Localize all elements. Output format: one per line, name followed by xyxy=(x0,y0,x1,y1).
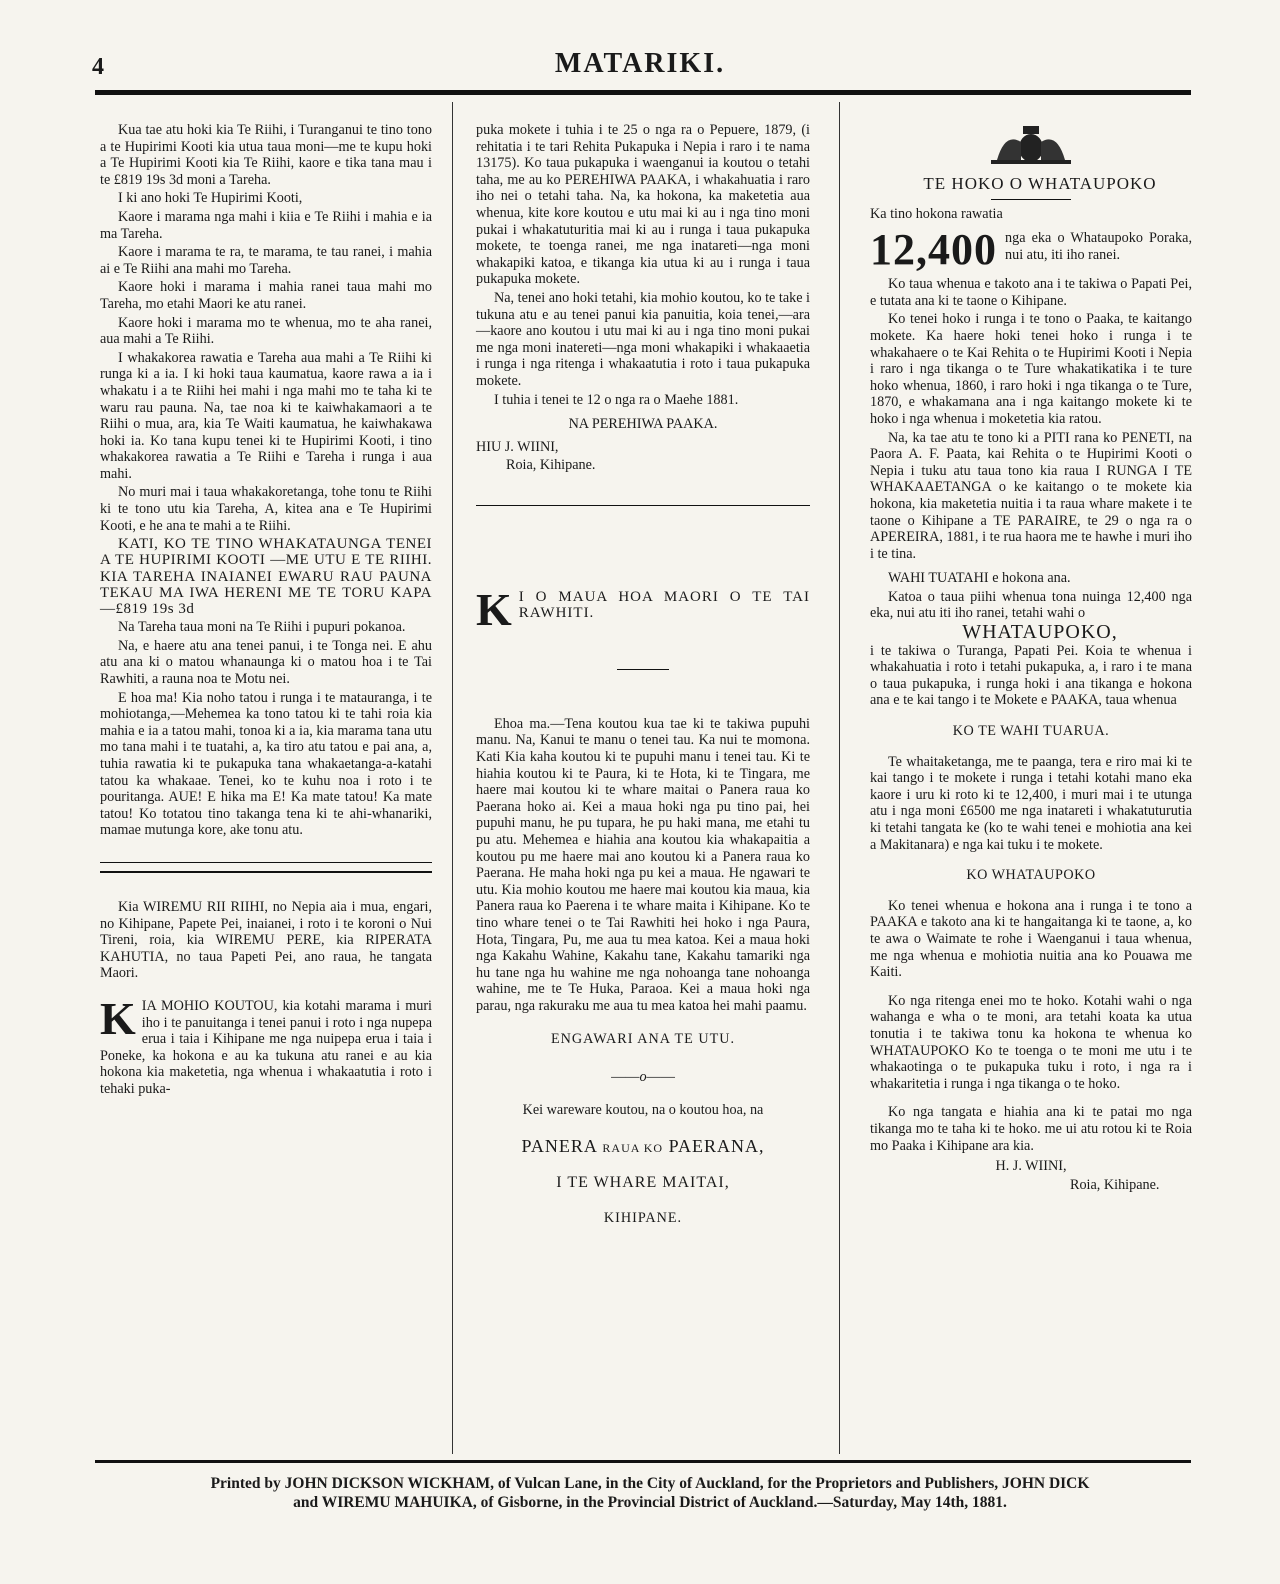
section-rule-heavy xyxy=(100,871,432,873)
imprint-line-1: Printed by JOHN DICKSON WICKHAM, of Vulcan Lane, in the City of Auckland, for the Proprietors and Publishers, JOHN DICK xyxy=(210,1475,1090,1492)
acreage-number: 12,400 xyxy=(870,225,997,275)
ad-price-line: ENGAWARI ANA TE UTU. xyxy=(550,1030,736,1047)
sale-signer-place: Roia, Kihipane. xyxy=(1070,1176,1160,1193)
imprint-line-2: and WIREMU MAHUIKA, of Gisborne, in the Provincial District of Auckland.—Saturday, May 14th, 1881. xyxy=(293,1494,1007,1511)
sale-para: i te takiwa o Turanga, Papati Pei. Koia te whenua i whakahuatia i roto i tetahi pukapuka, a, i raro i te mana o taua pukapuka, i runga hoki i ana tikanga e hokona ana e te kai tango i te Mokete e PAAKA, taua whenua xyxy=(870,642,1192,709)
ad-town: KIHIPANE. xyxy=(603,1209,683,1226)
notice-body xyxy=(100,992,432,1098)
notice-text: IA MOHIO KOUTOU, kia kotahi marama i muri iho i te panuitanga i tenei panui i roto i nga nupepa erua i taia i Kihipane me nga nuipepa erua i taia i Poneke, ka hokona e au ka tukuna atu ranei e au kia hokona kia maketetia, nga whenua i whakaatutia i roto i tehaki puka- xyxy=(100,997,432,1097)
title-rule xyxy=(991,199,1071,200)
notice-date: I tuhia i tenei te 12 o nga ra o Maehe 1881. xyxy=(494,391,739,408)
ad-rule xyxy=(617,669,669,670)
ad-title-text: I O MAUA HOA MAORI O TE TAI RAWHITI. xyxy=(518,588,810,622)
ad-divider: ——o—— xyxy=(611,1069,675,1086)
column-3 xyxy=(870,122,1192,1195)
top-rule xyxy=(95,90,1191,95)
sale-title: TE HOKO O WHATAUPOKO xyxy=(923,174,1157,193)
col1-para: I ki ano hoki Te Hupirimi Kooti, xyxy=(118,190,303,207)
sale-para: Ko tenei hoko i runga i te tono o Paaka, te kaitango mokete. Ka haere hoki tenei hoko i runga i te whakahaere o te Kai Rehita o te Hupirimi Kooti i Nepia i raro i nga tikanga o te Ture whakatikatika i te ture hoko whenua, 1860, i raro hoki i nga tikanga o te Ture, 1870, e whakamana ana i nga kaitango mokete ki te hoko i nga whenua i moketetia kia ratou. xyxy=(870,311,1192,427)
royal-crest-icon xyxy=(987,122,1075,166)
column-divider-1 xyxy=(452,102,453,1454)
court-decision: KATI, KO TE TINO WHAKATAUNGA TENEI A TE HUPIRIMI KOOTI —ME UTU E TE RIIHI. KIA TAREHA INAIANEI EWARU RAU PAUNA TEKAU MA IWA HERENI ME TE TORU KAPA—£819 19s 3d xyxy=(100,536,432,618)
acreage-text: nga eka o Whataupoko Poraka, nui atu, iti iho ranei. xyxy=(1005,230,1192,263)
ad-title xyxy=(476,583,810,635)
sale-para: Ko taua whenua e takoto ana i te takiwa o Papati Pei, e tutata ana ki te taone o Kihipane. xyxy=(870,276,1192,309)
acreage-line xyxy=(870,225,1192,275)
ad-premises: I TE WHARE MAITAI, xyxy=(556,1173,730,1191)
sale-terms: Ko nga ritenga enei mo te hoko. Kotahi wahi o nga wahanga e wha o te moni, ara tetahi koata ka utua tonutia i te takiwa tonu ka hokona te whenua ko WHATAUPOKO Ko te toenga o te moni me utu i te whakaotinga o te pukapuka tuku i roto, i nga ra i whakaritetia i runga i nga tikanga o te hoko. xyxy=(870,992,1192,1092)
col1-para: Kua tae atu hoki kia Te Riihi, i Turanganui te tino tono a te Hupirimi Kooti kia utua taua moni—me te kupu hoki a Te Hupirimi Kooti kia Te Riihi, kaore e tika tana mau i te £819 19s 3d moni a Tareha. xyxy=(100,122,432,188)
ad-closing: Kei wareware koutou, na o koutou hoa, na xyxy=(522,1101,764,1118)
sale-para: Katoa o taua piihi whenua tona nuinga 12,400 nga eka, nui atu iti iho ranei, tetahi wahi o xyxy=(870,588,1192,622)
mortgage-notice-para: Na, tenei ano hoki tetahi, kia mohio koutou, ko te take i tukuna atu e au tenei panui kia panuitia, koia tenei,—ara—kaore ano koutou i utu mai ki au i nga tino moni pukai me nga moni inatereti—nga moni whakapiki i whakaaetia i runga i nga ritenga i whakaatutia i roto i taua pukapuka mokete. xyxy=(476,289,810,389)
notice-signer: NA PEREHIWA PAAKA. xyxy=(568,416,718,433)
column-divider-2 xyxy=(839,102,840,1454)
col1-para: I whakakorea rawatia e Tareha aua mahi a Te Riihi ki runga ki a ia. I ki hoki taua kaumatua, kaore rawa a ia i whakatu i a te Riihi hei mahi i nga mahi mo te taha ki te waru rau pauna. Na, tae noa ki te kaiwhakamaori a te Riihi o mua, ara, kia Te Waiti kaumatua, he kaiwhakawa hoki ia. Ko tana kupu tenei ki te Hupirimi Kooti, i tino whakakorea rawatia a Te Riihi e Tareha i runga i aua mahi. xyxy=(100,349,432,482)
sale-inquiries: Ko nga tangata e hiahia ana ki te patai mo nga tikanga mo te taha ki te hoko. me ui atu rotou ki te Roia mo Paaka i Kihipane ara kia. xyxy=(870,1104,1192,1154)
ad-body: Ehoa ma.—Tena koutou kua tae ki te takiwa pupuhi manu. Na, Kanui te manu o tenei tau. Ka nui te momona. Kati Kia kaha koutou ki te pupuhi manu i tenei tau. Ki te hiahia koutou ki te Paura, ki te Hota, ki te Tingara, me haere mai koutou ki te whare maitai o Panera raua ko Paerana hoko ai. Kei a maua hoki nga pu tino pai, hei pupuhi manu, he pu tupara, he pu haki mana, me etahi tu pu atu. Mehemea e hiahia ana koutou kia whakapaitia a koutou pu me haere mai ano koutou ki a Panera raua ko Paerana. He maha hoki nga pu kei a maua. He ngawari te utu. Kia mohio koutou me haere mai koutou kia maua, kia Panera raua ko Paerena i te whare maita i Kihipane. Ko te tino whare tenei o te Tai Rawhiti hei hoko i nga Paura, Hota, Tingara, Pu, me aua tu mea katoa. Kei a maua hoki nga Kakahu Wahine, Kakahu tane, Kakahu tamariki nga hu tane nga hu wahine me nga nohoanga tane nohoanga wahine, me te Te Huka, Paraoa. Kei a maua hoki nga parau, nga rakuraku me aua tu mea katoa hei mahi paamu. xyxy=(476,715,810,1014)
sale-para: Na, ka tae atu te tono ki a PITI rana ko PENETI, na Paora A. F. Paata, kai Rehita o te Hupirimi Kooti o Nepia i tuku atu taua tono kia raua I RUNGA I TE WHAKAAETANGA o ke kaitango o te mokete kia hokona, kia maketetia nuitia i ta raua whare makete i te taone o Kihipane a TE PARAIRE, te 29 o nga ra o APEREIRA, 1881, i te rua haora me te hawhe i muri iho i te tina. xyxy=(870,429,1192,562)
col1-para: E hoa ma! Kia noho tatou i runga i te matauranga, i te mohiotanga,—Mehemea ka tono tatou ki te tahi roia kia mahia e ia a tatou mahi, tonoa ki a ia, kia marama tana utu mo tana mahi i te tuatahi, a, ka tiro atu tatou e pai ana, a, tuhia rawatia ki te pukapuka tana whakaetanga-a-katahi tatou ka whakaae. Tenei, ko te kuhu noa i roto i te pouritanga. AUE! E hika ma E! Ka mate tatou! Ka mate tatou! Ko totatou tino takanga tena ki te ahi-whanariki, mamae mutunga kore, ake tonu atu. xyxy=(100,689,432,839)
page-number: 4 xyxy=(92,54,104,80)
col1-para: No muri mai i taua whakakoretanga, tohe tonu te Riihi ki te tono utu kia Tareha, A, kitea ana e Te Hupirimi Kooti, e he ana te mahi a te Riihi. xyxy=(100,484,432,534)
col1-para: Kaore i marama te ra, te marama, te tau ranei, i mahia ai e Te Riihi ana mahi mo Tareha. xyxy=(100,244,432,277)
whataupoko-head: KO WHATAUPOKO xyxy=(966,867,1096,884)
col1-para: Kaore hoki i marama mo te whenua, mo te aha ranei, aua mahi a Te Riihi. xyxy=(100,314,432,348)
ad-firm: PANERA RAUA KO PAERANA, xyxy=(521,1136,765,1157)
col1-para: Na, e haere atu ana tenei panui, i te Tonga nei. E ahu atu ana ki o matou whanaunga ki o matou hoa i te Tai Rawhiti, a rauna noa te Motu nei. xyxy=(100,637,432,688)
ad-dropcap: K xyxy=(476,583,513,635)
notice-agent-place: Roia, Kihipane. xyxy=(506,457,596,474)
sale-para: Ko tenei whenua e hokona ana i runga i te tono a PAAKA e takoto ana ki te hangaitanga ki te taone, a, ko te awa o Waimate te rohe i Waenganui i taua whenua, me nga whenua e mohiotia nuitia ana ko Pouawa me Kaiti. xyxy=(870,897,1192,981)
col1-para: Kaore i marama nga mahi i kiia e Te Riihi i mahia e ia ma Tareha. xyxy=(100,208,432,242)
section-rule xyxy=(476,505,810,506)
section-rule xyxy=(100,862,432,863)
bottom-rule xyxy=(95,1460,1191,1463)
column-2 xyxy=(476,122,810,1228)
column-1 xyxy=(100,122,432,1100)
mortgage-notice-cont: puka mokete i tuhia i te 25 o nga ra o Pepuere, 1879, (i rehitatia i te tari Rehita Pukapuka i Nepia i raro i te nama 13175). Ko taua pukapuka i waenganui ia koutou o tetahi taha, me au ko PEREHIWA PAAKA, i whakahuatia i raro iho nei o tetahi taha. Na, ka hokona, ka maketetia aua whenua, kite kore koutou e utu mai ki au i nga tino moni pukai i whakatuturitia mai ki au i runga i taua pukapuka mokete, te toenga ranei, me nga inatareti—nga moni whakapiki katoa, e tikanga kia utua ki au i runga i taua pukapuka mokete. xyxy=(476,122,810,288)
first-lot: WAHI TUATAHI e hokona ana. xyxy=(888,570,1071,587)
sale-signer: H. J. WIINI, xyxy=(995,1158,1067,1175)
printer-imprint xyxy=(150,1474,1150,1512)
notice-address: Kia WIREMU RII RIIHI, no Nepia aia i mua, engari, no Kihipane, Papete Pei, inaianei, i roto i te koroni o Nui Tireni, roia, kia WIREMU PERE, kia RIPERATA KAHUTIA, no taua Papeti Pei, ano raua, he tangata Maori. xyxy=(100,898,432,982)
masthead: MATARIKI. xyxy=(554,48,726,79)
second-lot-head: KO TE WAHI TUARUA. xyxy=(952,723,1110,740)
col1-para: Na Tareha taua moni na Te Riihi i pupuri pokanoa. xyxy=(118,619,406,636)
notice-agent: HIU J. WIINI, xyxy=(476,438,559,455)
land-name: WHATAUPOKO, xyxy=(962,621,1118,644)
sale-intro: Ka tino hokona rawatia xyxy=(870,205,1003,222)
notice-dropcap: K xyxy=(100,992,136,1044)
col1-para: Kaore hoki i marama i mahia ranei taua mahi mo Tareha, mo etahi Maori ke atu ranei. xyxy=(100,279,432,312)
sale-para: Te whaitaketanga, me te paanga, tera e riro mai ki te kai tango i te mokete i runga i tetahi kotahi mano eka kaore i uru ki roto ki te 12,400, i muri mai i te utunga atu i nga moni £6500 me nga inatareti i whakatuturutia ki tetahi tangata ke (ko te wahi tenei e mohiotia ana kei a Makitanara) e nga kai tuku i te mokete. xyxy=(870,753,1192,853)
